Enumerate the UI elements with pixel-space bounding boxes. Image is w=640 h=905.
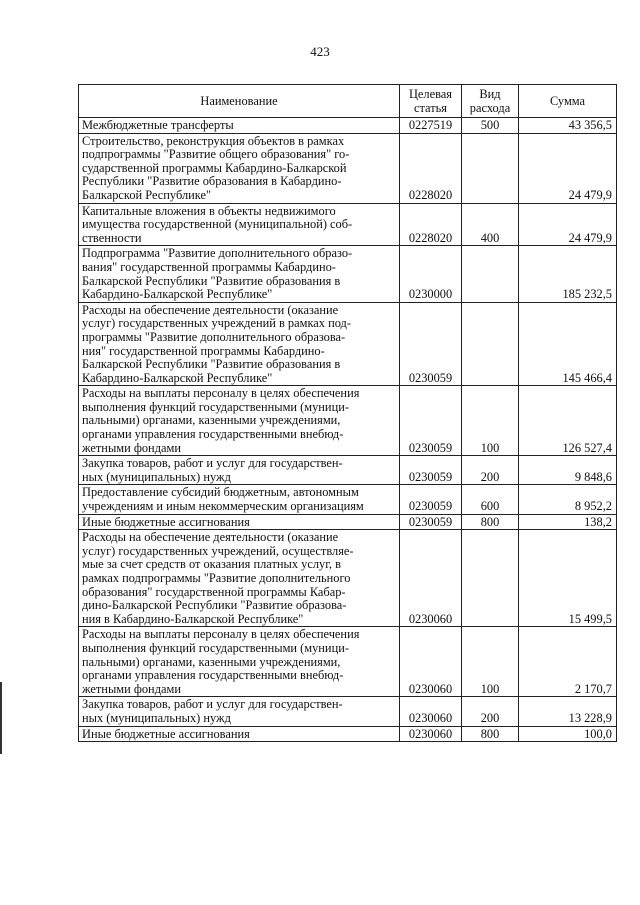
cell-name: Межбюджетные трансферты	[79, 118, 400, 134]
table-row	[79, 456, 617, 485]
cell-sum: 15 499,5	[519, 530, 617, 627]
cell-name: Иные бюджетные ассигнования	[79, 514, 400, 530]
cell-sum: 138,2	[519, 514, 617, 530]
cell-sum: 8 952,2	[519, 485, 617, 514]
cell-expense-type: 100	[462, 386, 519, 456]
cell-target-article: 0230059	[400, 514, 462, 530]
table-row	[79, 133, 617, 203]
cell-name: Строительство, реконструкция объектов в рамках подпрограммы "Развитие общего образования" го- сударственной программы Кабардино-Балкарской Республики "Развитие образования в Кабардино- Балкарской Республике"	[79, 133, 400, 203]
cell-name: Расходы на выплаты персоналу в целях обеспечения выполнения функций государственными (муници- пальными) органами, казенными учреждениями, органами управления государственными внебюд- жетными фондами	[79, 627, 400, 697]
cell-expense-type: 500	[462, 118, 519, 134]
table-row	[79, 627, 617, 697]
cell-name: Предоставление субсидий бюджетным, автономным учреждениям и иным некоммерческим организациям	[79, 485, 400, 514]
cell-name: Расходы на обеспечение деятельности (оказание услуг) государственных учреждений в рамках под- программы "Развитие дополнительного образова- ния" государственной программы Кабардино- Балкарской Республики "Развитие образования в Кабардино-Балкарской Республике"	[79, 302, 400, 386]
cell-expense-type: 600	[462, 485, 519, 514]
cell-name: Капитальные вложения в объекты недвижимого имущества государственной (муниципальной) соб- ственности	[79, 203, 400, 246]
cell-name: Расходы на обеспечение деятельности (оказание услуг) государственных учреждений, осуществляе- мые за счет средств от оказания платных услуг, в рамках подпрограммы "Развитие дополнительного образования" государственной программы Кабар- дино-Балкарской Республики "Развитие образова- ния в Кабардино-Балкарской Республике"	[79, 530, 400, 627]
cell-name: Расходы на выплаты персоналу в целях обеспечения выполнения функций государственными (муници- пальными) органами, казенными учреждениями, органами управления государственными внебюд- жетными фондами	[79, 386, 400, 456]
table-body	[79, 118, 617, 742]
cell-expense-type: 400	[462, 203, 519, 246]
cell-expense-type: 200	[462, 697, 519, 726]
cell-expense-type	[462, 246, 519, 302]
cell-name: Подпрограмма "Развитие дополнительного образо- вания" государственной программы Кабардино- Балкарской Республики "Развитие образования в Кабардино-Балкарской Республике"	[79, 246, 400, 302]
cell-sum: 145 466,4	[519, 302, 617, 386]
table-row	[79, 246, 617, 302]
cell-expense-type: 800	[462, 726, 519, 742]
page-number: 423	[310, 44, 330, 59]
cell-target-article: 0230060	[400, 726, 462, 742]
cell-sum: 100,0	[519, 726, 617, 742]
table-row	[79, 302, 617, 386]
cell-sum: 9 848,6	[519, 456, 617, 485]
budget-table	[78, 84, 617, 742]
cell-target-article: 0230059	[400, 386, 462, 456]
header-name: Наименование	[79, 85, 400, 118]
cell-target-article: 0230059	[400, 456, 462, 485]
cell-target-article: 0230060	[400, 697, 462, 726]
cell-target-article: 0227519	[400, 118, 462, 134]
table-row	[79, 485, 617, 514]
cell-expense-type: 100	[462, 627, 519, 697]
table-row	[79, 697, 617, 726]
cell-target-article: 0228020	[400, 133, 462, 203]
cell-expense-type: 800	[462, 514, 519, 530]
table-header-row	[79, 85, 617, 118]
cell-sum: 2 170,7	[519, 627, 617, 697]
cell-expense-type	[462, 133, 519, 203]
table-row	[79, 530, 617, 627]
cell-name: Закупка товаров, работ и услуг для государствен- ных (муниципальных) нужд	[79, 456, 400, 485]
table-row	[79, 118, 617, 134]
table-row	[79, 203, 617, 246]
cell-expense-type: 200	[462, 456, 519, 485]
cell-sum: 43 356,5	[519, 118, 617, 134]
cell-expense-type	[462, 302, 519, 386]
cell-sum: 185 232,5	[519, 246, 617, 302]
cell-name: Иные бюджетные ассигнования	[79, 726, 400, 742]
cell-target-article: 0230059	[400, 485, 462, 514]
scan-edge-mark	[0, 682, 2, 754]
cell-target-article: 0230000	[400, 246, 462, 302]
cell-sum: 13 228,9	[519, 697, 617, 726]
cell-name: Закупка товаров, работ и услуг для государствен- ных (муниципальных) нужд	[79, 697, 400, 726]
header-target-article: Целевая статья	[400, 85, 462, 118]
cell-sum: 24 479,9	[519, 203, 617, 246]
cell-sum: 24 479,9	[519, 133, 617, 203]
cell-target-article: 0230060	[400, 627, 462, 697]
table-row	[79, 726, 617, 742]
cell-expense-type	[462, 530, 519, 627]
cell-target-article: 0228020	[400, 203, 462, 246]
cell-target-article: 0230059	[400, 302, 462, 386]
header-sum: Сумма	[519, 85, 617, 118]
cell-sum: 126 527,4	[519, 386, 617, 456]
cell-target-article: 0230060	[400, 530, 462, 627]
table-row	[79, 514, 617, 530]
header-expense-type: Вид расхода	[462, 85, 519, 118]
table-row	[79, 386, 617, 456]
